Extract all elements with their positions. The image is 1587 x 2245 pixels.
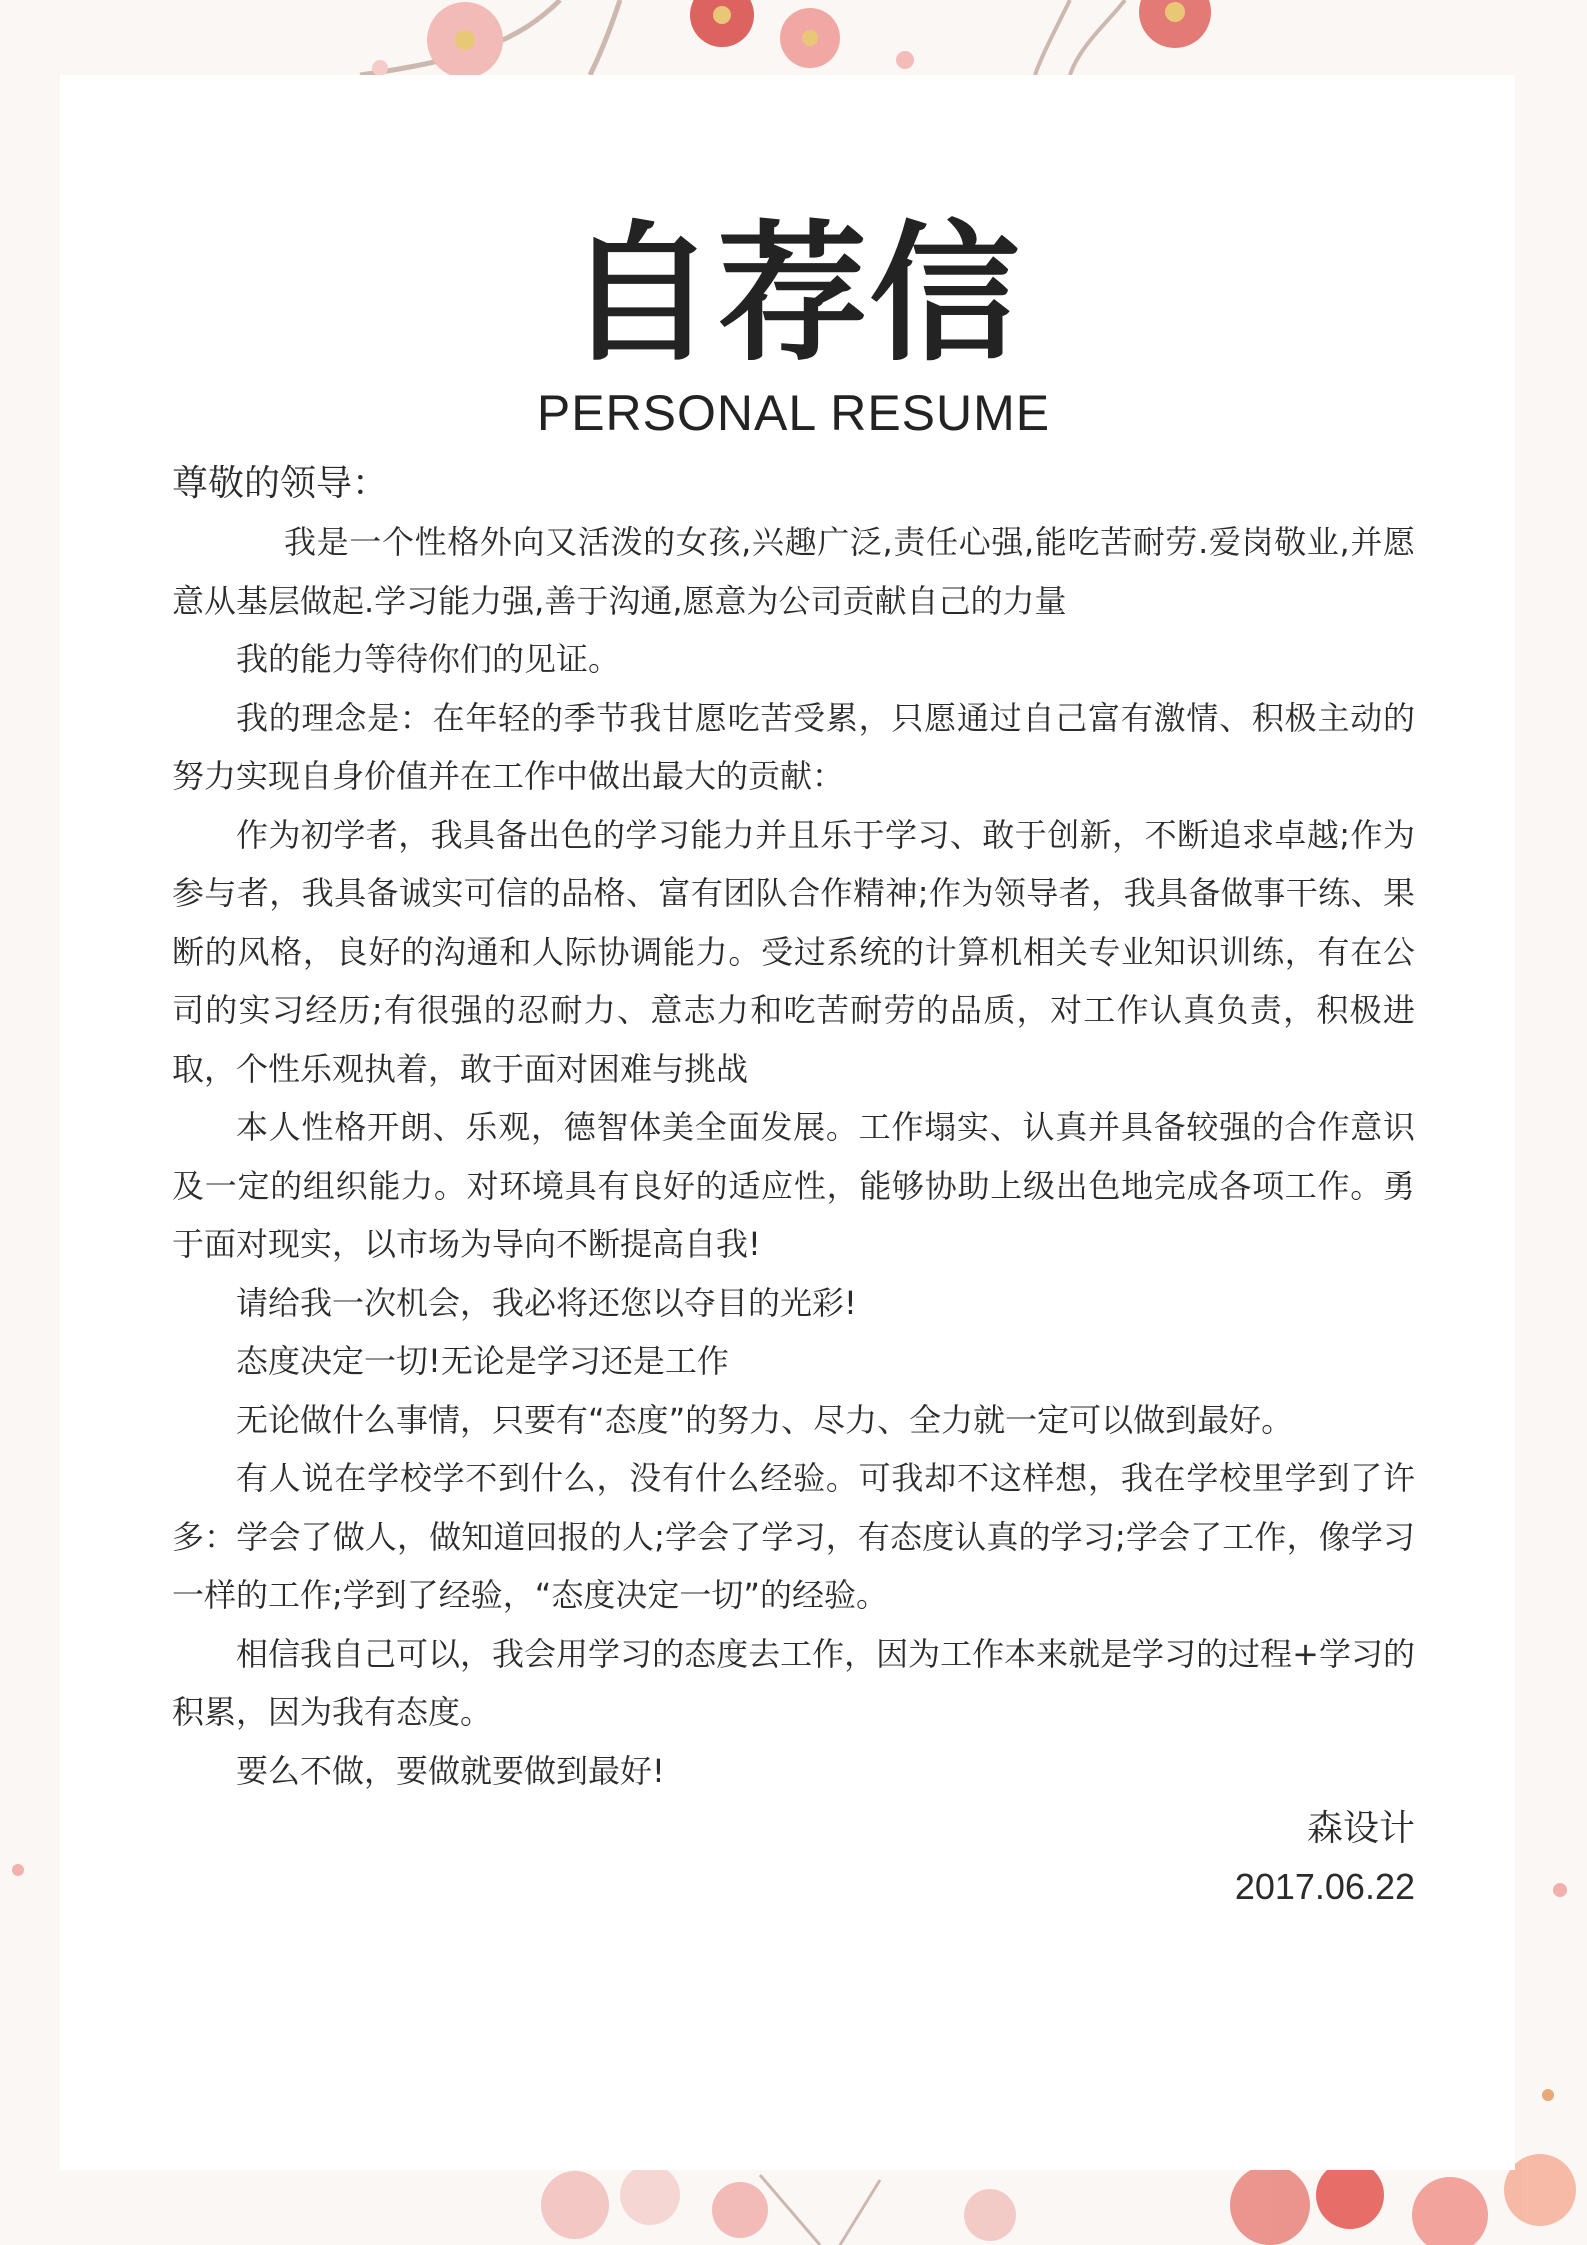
paragraph: 态度决定一切!无论是学习还是工作: [236, 1342, 729, 1380]
paragraph: 我的能力等待你们的见证。: [236, 640, 621, 678]
letter-body: [172, 455, 1415, 1916]
paragraph: 要么不做，要做就要做到最好!: [236, 1751, 665, 1790]
page-subtitle: PERSONAL RESUME: [536, 385, 1051, 441]
signature: 森设计: [1306, 1808, 1415, 1849]
paragraph: 作为初学者，我具备出色的学习能力并且乐于学习、敢于创新，不断追求卓越;作为参与者，我具备诚实可信的品格、富有团队合作精神;作为领导者，我具备做事干练、果断的风格，良好的沟通和人际协调能力。受过系统的计算机相关专业知识训练，有在公司的实习经历;有很强的忍耐力、意志力和吃苦耐劳的品质，对工作认真负责，积极进取，个性乐观执着，敢于面对困难与挑战: [172, 815, 1415, 1088]
paragraph: 有人说在学校学不到什么，没有什么经验。可我却不这样想，我在学校里学到了许多：学会了做人，做知道回报的人;学会了学习，有态度认真的学习;学会了工作，像学习一样的工作;学到了经验，“态度决定一切”的经验。: [172, 1459, 1415, 1614]
paragraph: 无论做什么事情，只要有“态度”的努力、尽力、全力就一定可以做到最好。: [236, 1400, 1294, 1439]
letter-date: 2017.06.22: [1234, 1866, 1415, 1907]
paragraph: 我是一个性格外向又活泼的女孩,兴趣广泛,责任心强,能吃苦耐劳.爱岗敬业,并愿意从基层做起.学习能力强,善于沟通,愿意为公司贡献自己的力量: [172, 523, 1415, 620]
paragraph: 相信我自己可以，我会用学习的态度去工作，因为工作本来就是学习的过程+学习的积累，因为我有态度。: [172, 1634, 1415, 1731]
paragraph: 本人性格开朗、乐观，德智体美全面发展。工作塌实、认真并具备较强的合作意识及一定的组织能力。对环境具有良好的适应性，能够协助上级出色地完成各项工作。勇于面对现实，以市场为导向不断提高自我!: [172, 1108, 1415, 1263]
greeting: 尊敬的领导：: [172, 463, 389, 504]
paragraph: 我的理念是：在年轻的季节我甘愿吃苦受累，只愿通过自己富有激情、积极主动的努力实现自身价值并在工作中做出最大的贡献：: [172, 698, 1415, 795]
page-title: 自荐信: [565, 208, 1022, 382]
paragraph: 请给我一次机会，我必将还您以夺目的光彩!: [236, 1283, 857, 1322]
